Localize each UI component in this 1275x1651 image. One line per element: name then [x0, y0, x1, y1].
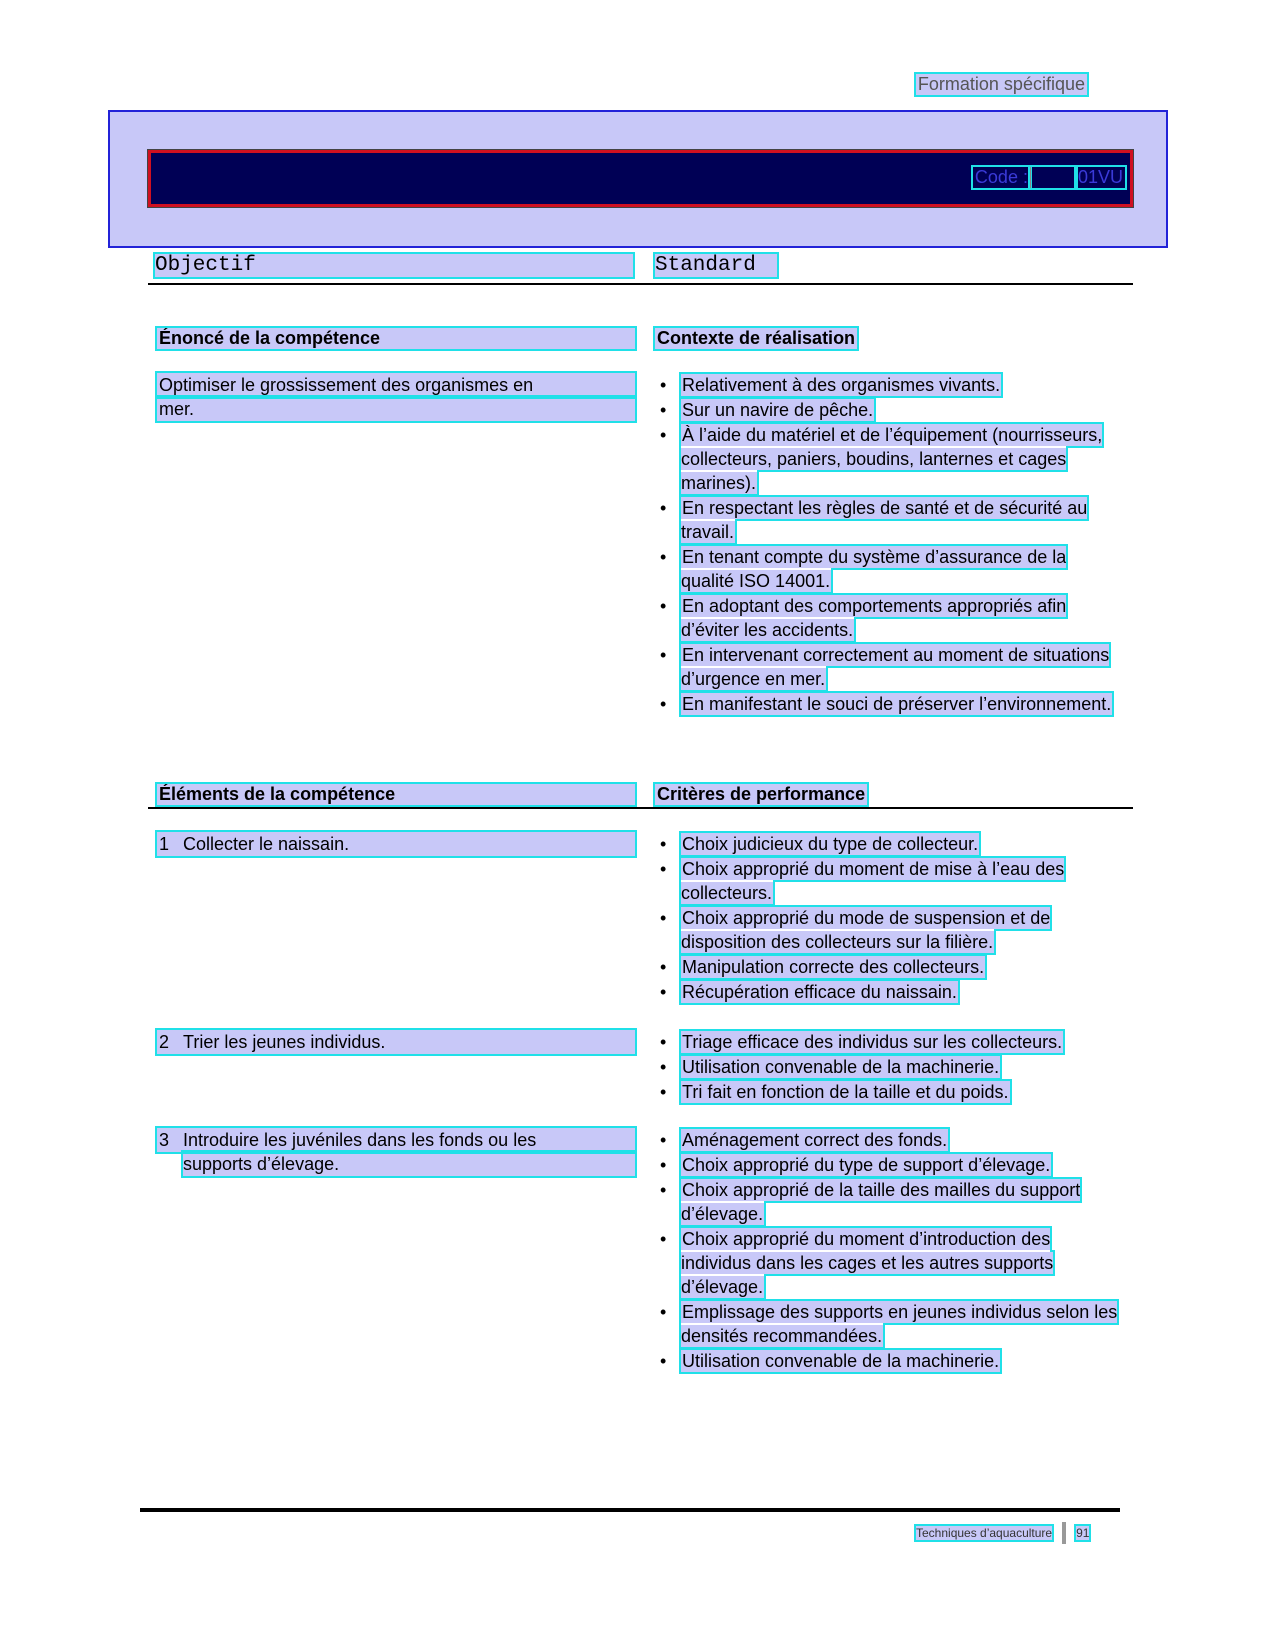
- list-item: • Choix approprié du mode de suspension et de disposition des collecteurs sur la filière.: [657, 906, 1122, 954]
- list-item: • Sur un navire de pêche.: [657, 398, 1122, 422]
- element-text: Introduire les juvéniles dans les fonds ou les: [183, 1130, 537, 1150]
- list-item: • Triage efficace des individus sur les collecteurs.: [657, 1030, 1122, 1054]
- list-item: • Aménagement correct des fonds.: [657, 1128, 1122, 1152]
- code-label: Code :: [974, 167, 1028, 187]
- list-item: • En intervenant correctement au moment de situations d’urgence en mer.: [657, 643, 1122, 691]
- list-item: • Relativement à des organismes vivants.: [657, 373, 1122, 397]
- element-number: 3: [159, 1130, 170, 1150]
- element-item: [157, 1128, 635, 1176]
- objective-header: Objectif: [155, 254, 633, 277]
- element-item: [157, 1030, 635, 1054]
- list-item: • Récupération efficace du naissain.: [657, 980, 1122, 1004]
- competency-statement: [157, 373, 635, 421]
- elements-rule: [148, 807, 1133, 809]
- footer-separator: [1062, 1522, 1066, 1544]
- element-item: [157, 832, 635, 856]
- list-item: • En respectant les règles de santé et de sécurité au travail.: [657, 496, 1122, 544]
- list-item: • Choix approprié de la taille des mailles du support d’élevage.: [657, 1178, 1122, 1226]
- standard-header: Standard: [655, 254, 777, 277]
- running-header: Formation spécifique: [917, 74, 1085, 94]
- criteria-list-3: [657, 1128, 1122, 1374]
- competency-banner: [108, 110, 1168, 248]
- code-value: 01VU: [1077, 167, 1123, 187]
- code-spacer: [1030, 167, 1076, 188]
- elements-heading: Éléments de la compétence: [157, 784, 635, 805]
- list-item: • Choix judicieux du type de collecteur.: [657, 832, 1122, 856]
- page-footer: [916, 1522, 1089, 1544]
- list-item: • Tri fait en fonction de la taille et du poids.: [657, 1080, 1122, 1104]
- footer-rule: [140, 1508, 1120, 1512]
- statement-heading: Énoncé de la compétence: [157, 328, 635, 349]
- list-item: • Utilisation convenable de la machinerie.: [657, 1349, 1122, 1373]
- competency-code: [973, 167, 1125, 188]
- criteria-heading: Critères de performance: [657, 784, 866, 804]
- element-text: Trier les jeunes individus.: [183, 1032, 386, 1052]
- banner-bar: [148, 150, 1133, 207]
- criteria-list-2: [657, 1030, 1122, 1105]
- statement-line: mer.: [157, 397, 635, 421]
- list-item: • Choix approprié du type de support d’élevage.: [657, 1153, 1122, 1177]
- page-number: 91: [1076, 1526, 1090, 1540]
- list-item: • Utilisation convenable de la machinerie.: [657, 1055, 1122, 1079]
- element-number: 1: [159, 834, 170, 854]
- list-item: • À l’aide du matériel et de l’équipement (nourrisseurs, collecteurs, paniers, boudins, lanternes et cages marines).: [657, 423, 1122, 495]
- statement-line: Optimiser le grossissement des organismes en: [157, 373, 635, 397]
- context-heading: Contexte de réalisation: [657, 328, 856, 348]
- element-text: Collecter le naissain.: [183, 834, 350, 854]
- header-rule: [148, 283, 1133, 285]
- context-list: [657, 373, 1122, 717]
- element-number: 2: [159, 1032, 170, 1052]
- element-text: supports d’élevage.: [183, 1154, 340, 1174]
- list-item: • En tenant compte du système d’assurance de la qualité ISO 14001.: [657, 545, 1122, 593]
- list-item: • Emplissage des supports en jeunes individus selon les densités recommandées.: [657, 1300, 1122, 1348]
- list-item: • Choix approprié du moment de mise à l’eau des collecteurs.: [657, 857, 1122, 905]
- footer-program: Techniques d’aquaculture: [916, 1526, 1053, 1540]
- list-item: • En manifestant le souci de préserver l’environnement.: [657, 692, 1122, 716]
- list-item: • Choix approprié du moment d’introduction des individus dans les cages et les autres supports d’élevage.: [657, 1227, 1122, 1299]
- criteria-list-1: [657, 832, 1122, 1005]
- list-item: • Manipulation correcte des collecteurs.: [657, 955, 1122, 979]
- list-item: • En adoptant des comportements appropriés afin d’éviter les accidents.: [657, 594, 1122, 642]
